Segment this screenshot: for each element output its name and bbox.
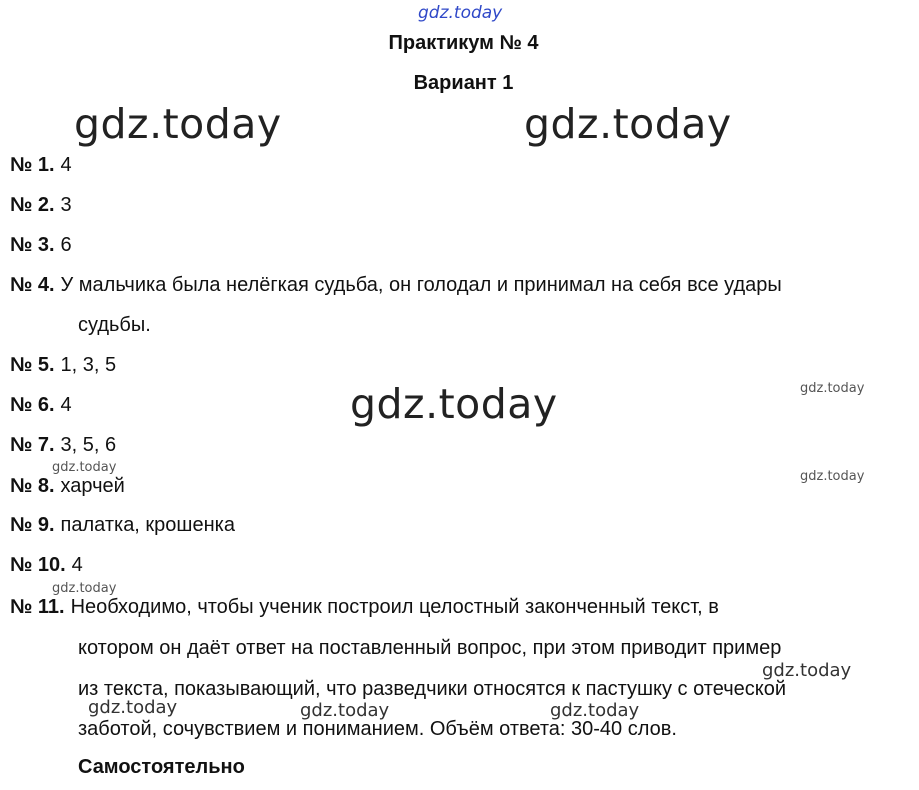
variant-heading: Вариант 1: [413, 72, 514, 94]
answer-number: № 11.: [10, 596, 65, 618]
answer-text: 3, 5, 6: [60, 434, 117, 456]
answer-number: № 3.: [10, 234, 55, 256]
answer-text: Необходимо, чтобы ученик построил целостный законченный текст, в: [70, 596, 719, 618]
answer-text: У мальчика была нелёгкая судьба, он голодал и принимал на себя все удары: [60, 274, 782, 296]
answer-4: [10, 273, 782, 297]
watermark-medium: gdz.today: [300, 700, 390, 721]
answer-text: 6: [60, 234, 72, 256]
watermark-large: gdz.today: [350, 380, 558, 428]
page-title: Практикум № 4: [388, 32, 539, 54]
answer-number: № 4.: [10, 274, 55, 296]
answer-text: 3: [60, 194, 72, 216]
answer-text: 4: [71, 554, 83, 576]
watermark-large: gdz.today: [524, 100, 732, 148]
answer-number: № 10.: [10, 554, 66, 576]
answer-8: [10, 474, 125, 498]
watermark-small: gdz.today: [52, 581, 117, 596]
answer-6: [10, 393, 72, 417]
answer-number: № 1.: [10, 154, 55, 176]
answer-number: № 5.: [10, 354, 55, 376]
answer-text: 4: [60, 394, 72, 416]
section-heading: Самостоятельно: [78, 756, 245, 778]
watermark-large: gdz.today: [74, 100, 282, 148]
watermark-small: gdz.today: [800, 381, 865, 396]
answer-11: [10, 595, 719, 619]
answer-1: [10, 153, 72, 177]
answer-2: [10, 193, 72, 217]
answer-text: палатка, крошенка: [60, 514, 235, 536]
answer-4-continuation: судьбы.: [78, 314, 151, 336]
answer-3: [10, 233, 72, 257]
watermark-medium: gdz.today: [88, 697, 178, 718]
answer-number: № 8.: [10, 475, 55, 497]
answer-11-continuation: котором он даёт ответ на поставленный вопрос, при этом приводит пример: [78, 637, 782, 659]
answer-text: 1, 3, 5: [60, 354, 117, 376]
answer-7: [10, 433, 116, 457]
answer-11-continuation: заботой, сочувствием и пониманием. Объём ответа: 30-40 слов.: [78, 718, 677, 740]
answer-number: № 7.: [10, 434, 55, 456]
answer-text: 4: [60, 154, 72, 176]
answer-11-continuation: из текста, показывающий, что разведчики относятся к пастушку с отеческой: [78, 678, 787, 700]
answer-number: № 9.: [10, 514, 55, 536]
watermark-small: gdz.today: [800, 469, 865, 484]
answer-number: № 6.: [10, 394, 55, 416]
answer-5: [10, 353, 116, 377]
watermark-medium: gdz.today: [762, 660, 852, 681]
answer-10: [10, 553, 83, 577]
watermark-small: gdz.today: [52, 460, 117, 475]
watermark-medium: gdz.today: [550, 700, 640, 721]
answer-9: [10, 513, 235, 537]
answer-number: № 2.: [10, 194, 55, 216]
answer-text: харчей: [60, 475, 125, 497]
watermark-top: gdz.today: [418, 3, 503, 23]
